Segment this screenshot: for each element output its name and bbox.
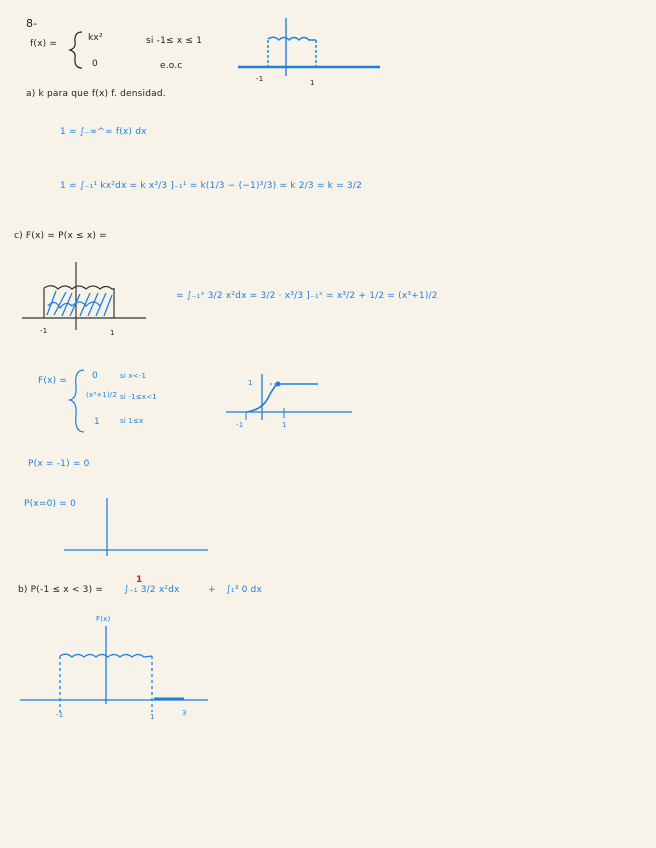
part-c-integral: = ∫₋₁ˣ 3/2 x²dx = 3/2 · x³/3 ]₋₁ˣ = x³/2 + 1/2 = (x³+1)/2 [176, 291, 438, 301]
part-b-red-limit: 1 [136, 575, 143, 585]
point-prob-graph [64, 498, 208, 556]
fx-lhs: f(x) = [30, 39, 58, 49]
problem-number: 8- [26, 17, 38, 30]
graph2-tick-neg: -1 [40, 327, 48, 335]
part-b-graph-label: F(x) [96, 615, 111, 623]
density-graph-2 [22, 262, 146, 330]
part-b-tick-neg: -1 [56, 711, 64, 719]
density-graph-1 [238, 18, 380, 76]
fx-case2-cond: e.o.c [160, 61, 183, 71]
graph1-tick-neg: -1 [256, 75, 264, 83]
cdf-graph-tick-pos: 1 [282, 421, 287, 429]
fx-case2-expr: 0 [92, 59, 98, 69]
part-a-statement: a) k para que f(x) f. densidad. [26, 89, 166, 99]
cdf-graph-one: 1 [248, 379, 253, 387]
fx-case1-expr: kx² [88, 33, 103, 43]
fx-case1-cond: si -1≤ x ≤ 1 [146, 36, 203, 46]
part-a-line2: 1 = ∫₋₁¹ kx²dx = k x³/3 ]₋₁¹ = k(1/3 − (−1)³/3) = k 2/3 = k = 3/2 [60, 181, 362, 191]
graph2-tick-pos: 1 [110, 329, 115, 337]
part-b-plus: + [208, 585, 216, 595]
brace-Fx [70, 370, 84, 432]
part-b-tick-pos: 1 [150, 713, 155, 721]
Fx-lhs: F(x) = [38, 376, 68, 386]
cdf-graph [226, 374, 352, 420]
part-b-integral1: ∫₋₁ 3/2 x²dx [124, 585, 180, 595]
Fx-case3-cond: si 1≤x [120, 417, 144, 425]
part-c-statement: c) F(x) = P(x ≤ x) = [14, 231, 107, 241]
p-eq-neg1: P(x = -1) = 0 [28, 459, 90, 469]
Fx-case1-expr: 0 [92, 371, 98, 381]
part-b-graph [20, 626, 208, 712]
p-eq-0: P(x=0) = 0 [24, 499, 77, 509]
graph1-tick-pos: 1 [310, 79, 315, 87]
Fx-case3-expr: 1 [94, 417, 100, 427]
Fx-case2-expr: (x³+1)/2 [86, 391, 118, 399]
cdf-graph-tick-neg: -1 [236, 421, 244, 429]
part-b-integral2: ∫₁³ 0 dx [226, 585, 262, 595]
part-b-statement: b) P(-1 ≤ x < 3) = [18, 585, 104, 595]
part-b-tick-3: 3 [182, 709, 187, 717]
Fx-case2-cond: si -1≤x<1 [120, 393, 157, 401]
part-a-line1: 1 = ∫₋∞^∞ f(x) dx [60, 127, 147, 137]
brace-fx [70, 32, 82, 68]
Fx-case1-cond: si x<-1 [120, 372, 147, 380]
